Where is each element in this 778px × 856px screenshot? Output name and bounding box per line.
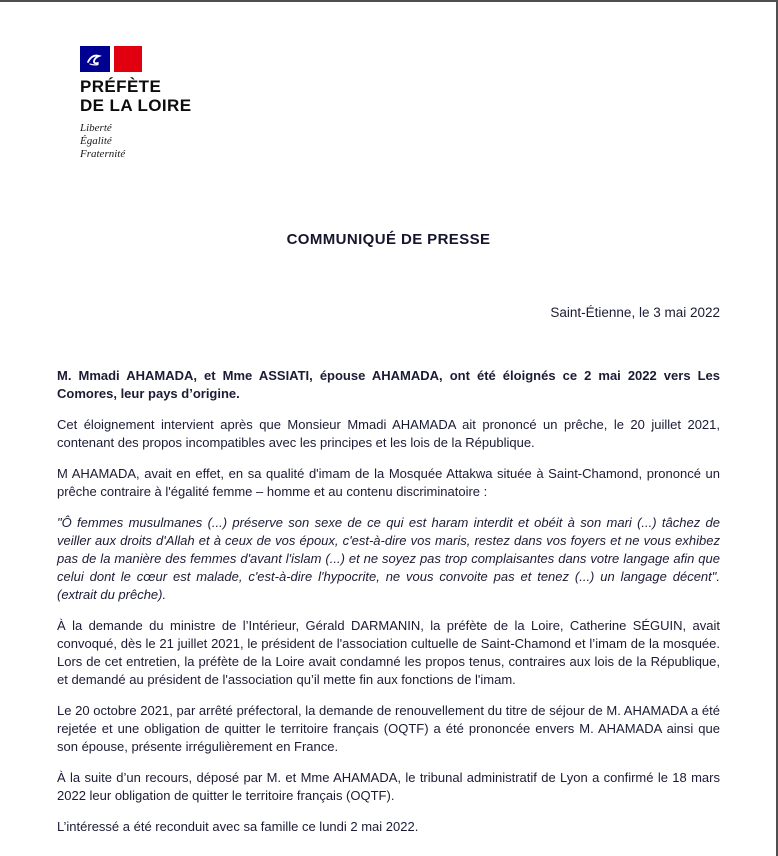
dateline: Saint-Étienne, le 3 mai 2022 [550, 305, 720, 320]
agency-name [80, 77, 720, 115]
motto-liberte: Liberté [80, 122, 112, 134]
paragraph-eloignement: Cet éloignement intervient après que Monsieur Mmadi AHAMADA ait prononcé un prêche, le 20 juillet 2021, contenant des propos incompatibles avec les principes et les lois de la République. [57, 417, 720, 450]
paragraph-convocation: À la demande du ministre de l’Intérieur, Gérald DARMANIN, la préfète de la Loire, Catherine SÉGUIN, avait convoqué, dès le 21 juillet 2021, le président de l'association cultuelle de Saint-Chamond et l’imam de la mosquée. Lors de cet entretien, la préfète de la Loire avait condamné les propos tenus, contraires aux lois de la République, et demandé au président de l'association qu’il mette fin aux fonctions de l'imam. [57, 618, 720, 687]
government-logo [80, 46, 720, 161]
french-flag-icon [80, 46, 142, 72]
agency-name-line2: DE LA LOIRE [80, 96, 192, 115]
motto-fraternite: Fraternité [80, 148, 126, 160]
paragraph-quote: "Ô femmes musulmanes (...) préserve son sexe de ce qui est haram interdit et obéit à son mari (...) tâchez de veiller aux droits d'Allah et à ceux de vos époux, c'est-à-dire vos maris, restez dans vos foyers et ne vous exhibez pas de la manière des femmes d'avant l'islam (...) et ne soyez pas trop complaisantes dans votre langage afin que celui dont le cœur est malade, c'est-à-dire l'hypocrite, ne vous convoite pas et tenez (...) un langage décent". (extrait du prêche). [57, 515, 720, 602]
republic-motto [80, 122, 720, 161]
marianne-profile-icon [85, 51, 105, 67]
paragraph-intro: M. Mmadi AHAMADA, et Mme ASSIATI, épouse AHAMADA, ont été éloignés ce 2 mai 2022 vers Les Comores, leur pays d’origine. [57, 368, 720, 401]
document-body [57, 367, 720, 836]
motto-egalite: Égalité [80, 135, 112, 147]
document-title: COMMUNIQUÉ DE PRESSE [286, 231, 491, 248]
paragraph-reconduite: L’intéressé a été reconduit avec sa famille ce lundi 2 mai 2022. [57, 819, 419, 834]
press-release-page [0, 2, 776, 856]
paragraph-tribunal: À la suite d’un recours, déposé par M. et Mme AHAMADA, le tribunal administratif de Lyon a confirmé le 18 mars 2022 leur obligation de quitter le territoire français (OQTF). [57, 770, 720, 803]
agency-name-line1: PRÉFÈTE [80, 77, 162, 96]
flag-blue-stripe [80, 46, 110, 72]
paragraph-preche: M AHAMADA, avait en effet, en sa qualité d'imam de la Mosquée Attakwa située à Saint-Chamond, prononcé un prêche contraire à l'égalité femme – homme et au contenu discriminatoire : [57, 466, 720, 499]
paragraph-oqtf: Le 20 octobre 2021, par arrêté préfectoral, la demande de renouvellement du titre de séjour de M. AHAMADA a été rejetée et une obligation de quitter le territoire français (OQTF) a été prononcée envers M. AHAMADA ainsi que son épouse, présente irrégulièrement en France. [57, 703, 720, 754]
flag-red-stripe [114, 46, 142, 72]
